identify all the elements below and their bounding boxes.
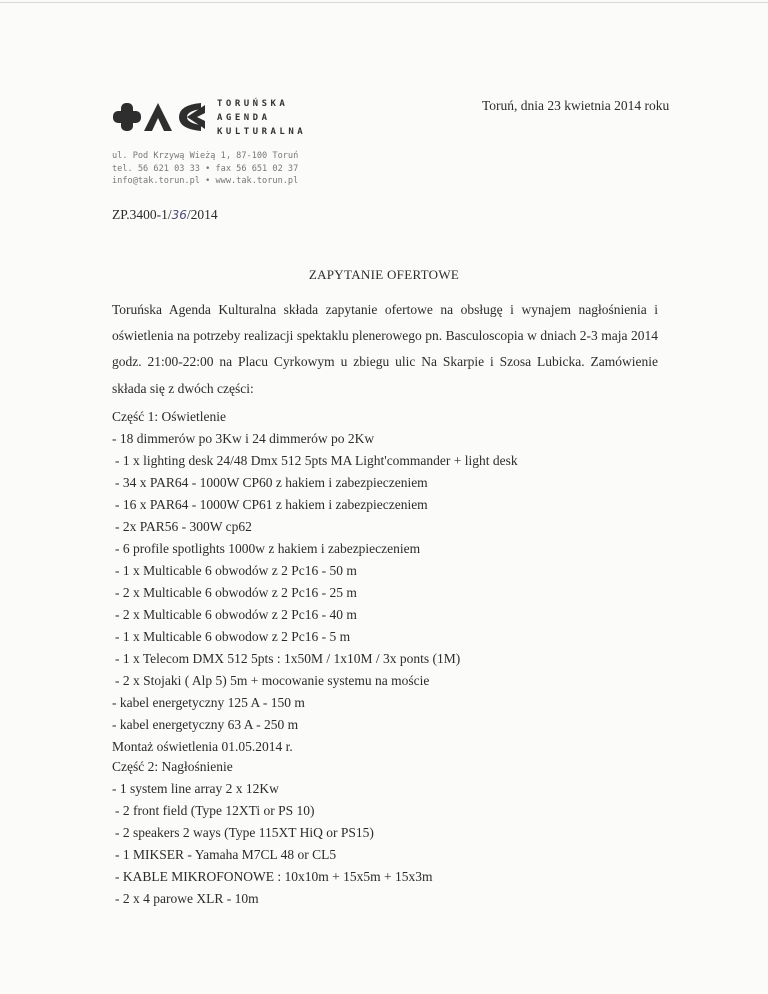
reference-handwritten: 36 bbox=[171, 208, 187, 222]
tak-logo-icon bbox=[113, 97, 209, 137]
reference-number bbox=[112, 207, 218, 223]
list-item: - 34 x PAR64 - 1000W CP60 z hakiem i zabezpieczeniem bbox=[115, 475, 428, 490]
list-item: - 1 system line array 2 x 12Kw bbox=[112, 781, 279, 796]
list-item: - 1 x Multicable 6 obwodów z 2 Pc16 - 50 m bbox=[115, 563, 357, 578]
section-heading: Część 1: Oświetlenie bbox=[112, 409, 226, 424]
list-item: - 18 dimmerów po 3Kw i 24 dimmerów po 2Kw bbox=[112, 431, 375, 446]
list-item: - kabel energetyczny 63 A - 250 m bbox=[112, 717, 299, 732]
section-sound bbox=[112, 756, 432, 910]
logo-line-2: AGENDA bbox=[217, 113, 271, 123]
logo-line-1: TORUŃSKA bbox=[217, 99, 289, 109]
list-item: - KABLE MIKROFONOWE : 10x10m + 15x5m + 15x3m bbox=[115, 869, 433, 884]
list-item: - 1 x Multicable 6 obwodow z 2 Pc16 - 5 m bbox=[115, 629, 351, 644]
list-item: - 16 x PAR64 - 1000W CP61 z hakiem i zabezpieczeniem bbox=[115, 497, 428, 512]
list-item: - 1 MIKSER - Yamaha M7CL 48 or CL5 bbox=[115, 847, 337, 862]
list-item: - 1 x Telecom DMX 512 5pts : 1x50M / 1x10M / 3x ponts (1M) bbox=[115, 651, 461, 666]
reference-suffix: /2014 bbox=[186, 207, 218, 222]
installation-note: Montaż oświetlenia 01.05.2014 r. bbox=[112, 739, 293, 754]
document-title: ZAPYTANIE OFERTOWE bbox=[308, 267, 460, 282]
list-item: - 2 x Stojaki ( Alp 5) 5m + mocowanie systemu na moście bbox=[115, 673, 430, 688]
list-item: - 6 profile spotlights 1000w z hakiem i zabezpieczeniem bbox=[115, 541, 421, 556]
section-lighting bbox=[112, 406, 518, 758]
list-item: - 2x PAR56 - 300W cp62 bbox=[115, 519, 252, 534]
list-item: - kabel energetyczny 125 A - 150 m bbox=[112, 695, 305, 710]
logo-wordmark bbox=[217, 97, 306, 139]
logo-line-3: KULTURALNA bbox=[217, 127, 307, 137]
tak-logo bbox=[113, 97, 306, 139]
list-item: - 2 front field (Type 12XTi or PS 10) bbox=[115, 803, 315, 818]
contact-web: info@tak.torun.pl • www.tak.torun.pl bbox=[112, 176, 299, 186]
list-item: - 2 speakers 2 ways (Type 115XT HiQ or PS15) bbox=[115, 825, 374, 840]
reference-prefix: ZP.3400-1/ bbox=[112, 207, 172, 222]
section-heading: Część 2: Nagłośnienie bbox=[112, 759, 233, 774]
list-item: - 1 x lighting desk 24/48 Dmx 512 5pts MA Light'commander + light desk bbox=[115, 453, 518, 468]
intro-paragraph bbox=[112, 297, 658, 402]
scan-edge-line bbox=[0, 2, 768, 3]
document-date: Toruń, dnia 23 kwietnia 2014 roku bbox=[482, 98, 670, 113]
intro-text: Toruńska Agenda Kulturalna składa zapytanie ofertowe na obsługę i wynajem nagłośnienia i oświetlenia na potrzeby realizacji spektaklu plenerowego pn. Basculoscopia w dniach 2-3 maja 2014 godz. 21:00-22:00 na Placu Cyrkowym u zbiegu ulic Na Skarpie i Szosa Lubicka. Zamówienie składa się z dwóch części: bbox=[112, 302, 658, 396]
contact-address: ul. Pod Krzywą Wieżą 1, 87-100 Toruń bbox=[112, 151, 299, 161]
contact-phone: tel. 56 621 03 33 • fax 56 651 02 37 bbox=[112, 163, 299, 174]
list-item: - 2 x 4 parowe XLR - 10m bbox=[115, 891, 259, 906]
list-item: - 2 x Multicable 6 obwodów z 2 Pc16 - 25 m bbox=[115, 585, 357, 600]
list-item: - 2 x Multicable 6 obwodów z 2 Pc16 - 40 m bbox=[115, 607, 357, 622]
contact-block bbox=[112, 150, 298, 188]
